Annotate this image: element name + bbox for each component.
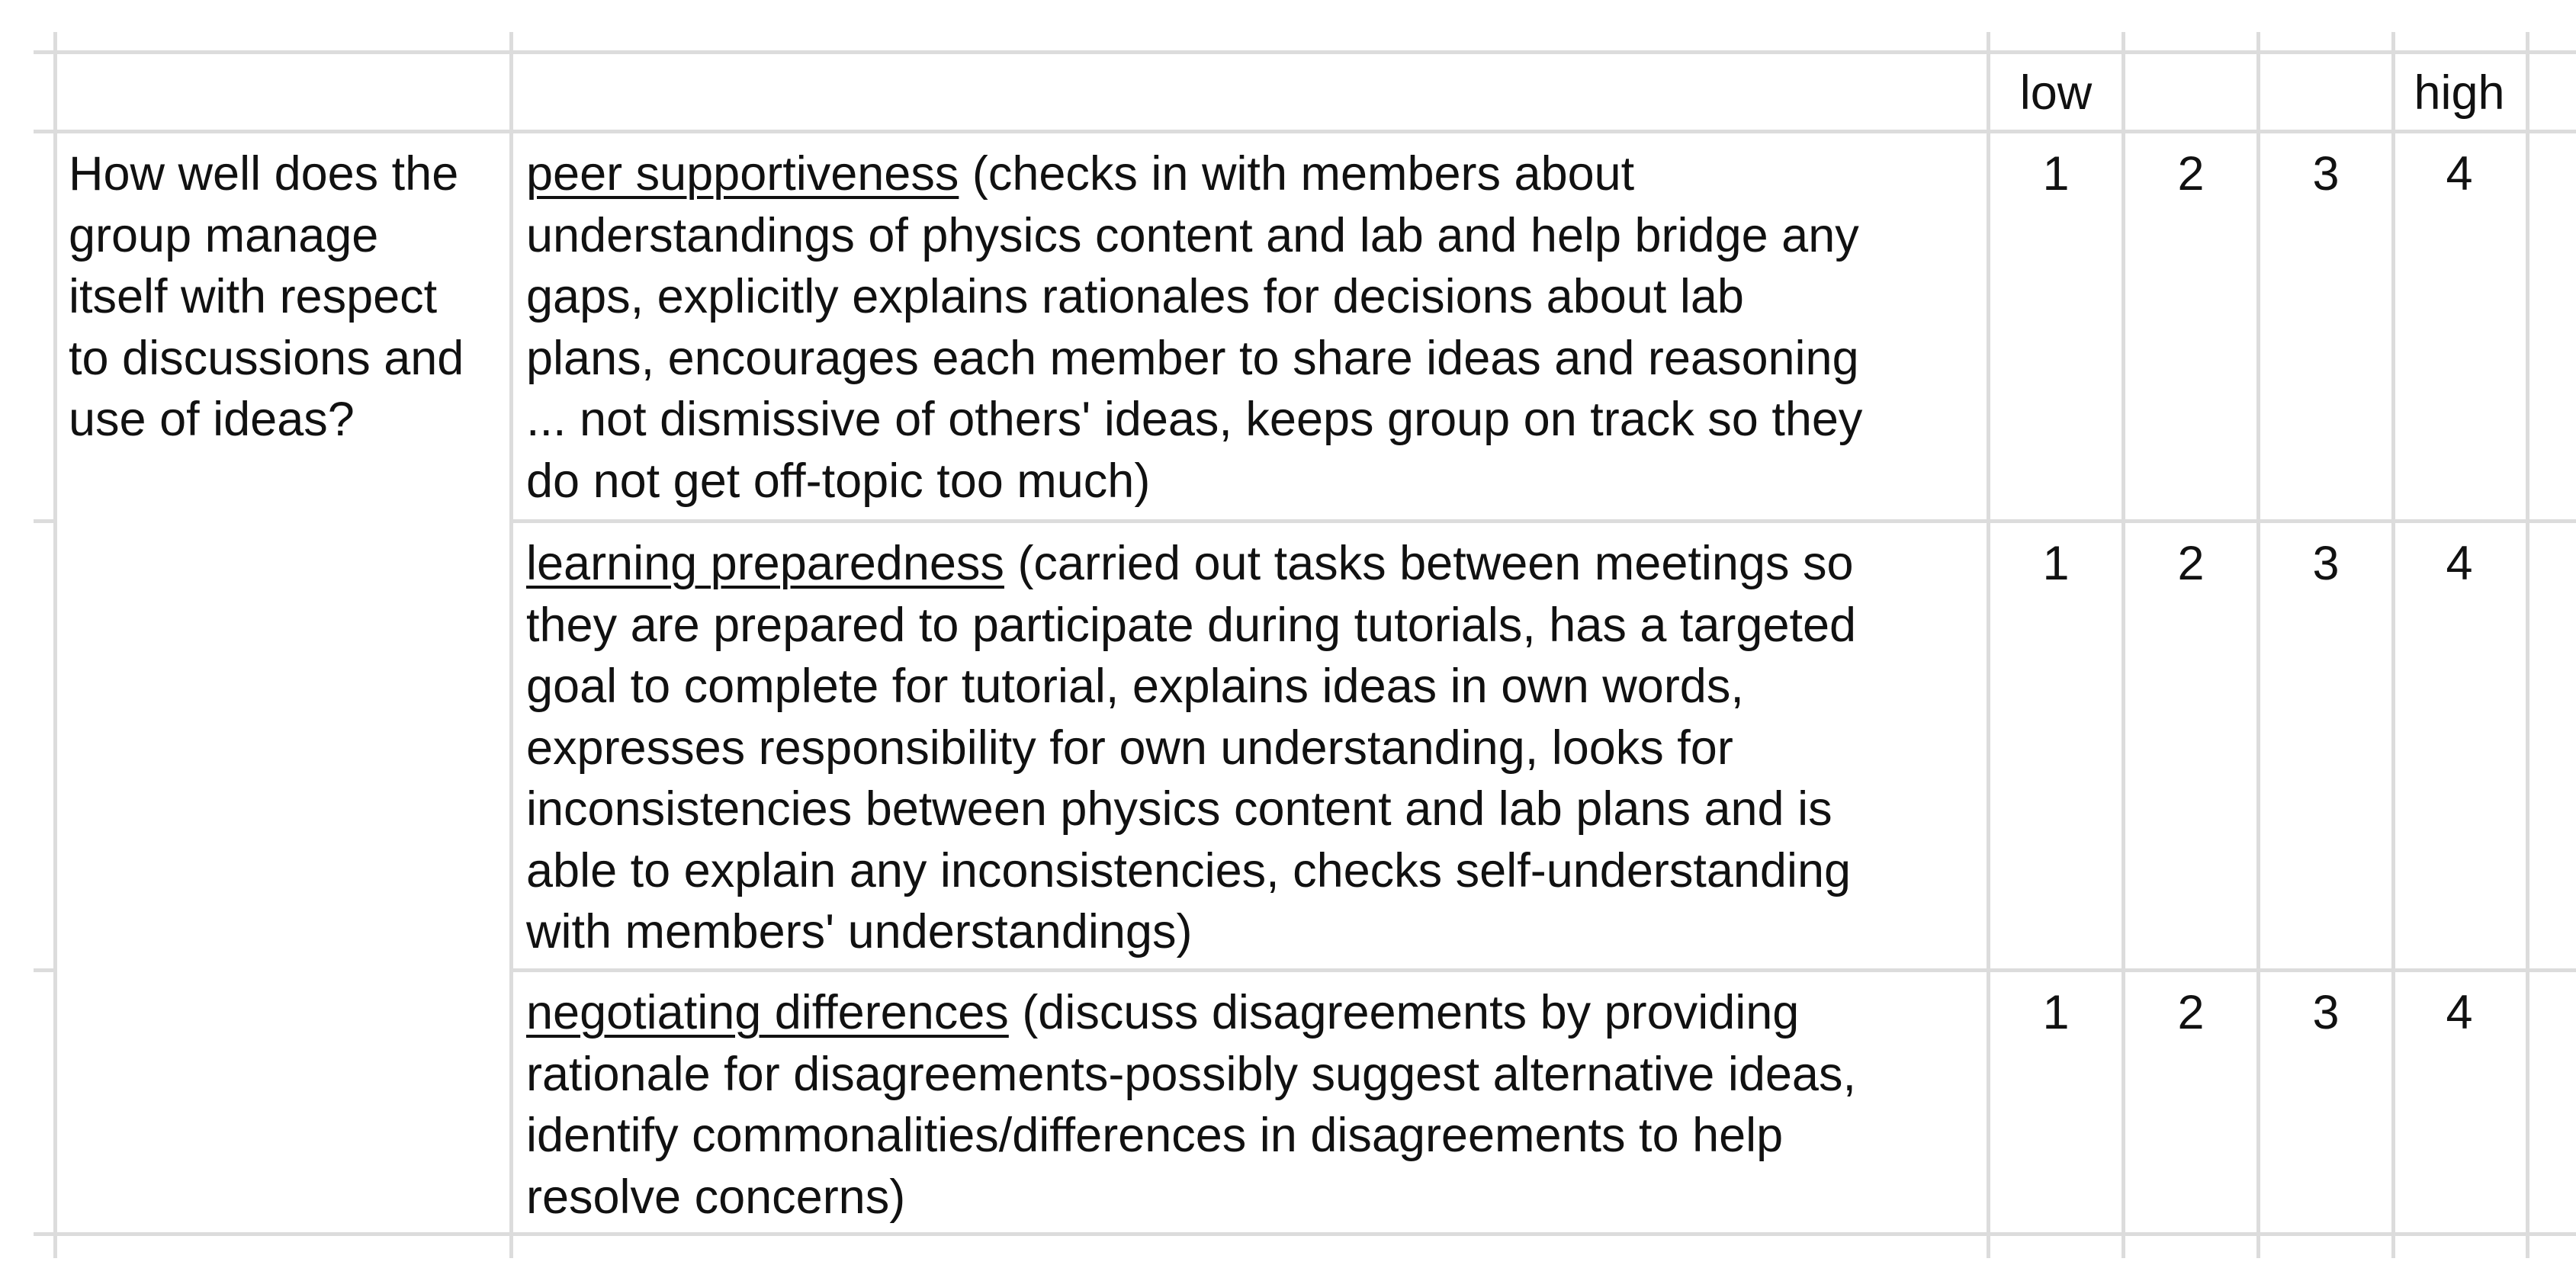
question-line: itself with respect	[69, 270, 438, 323]
criterion-first-line	[526, 533, 1856, 595]
grid-line	[34, 50, 2576, 54]
scale-low-label: low	[2019, 66, 2093, 120]
score-cell[interactable]: 2	[2177, 986, 2205, 1039]
grid-line	[509, 968, 2576, 972]
criterion-description-line: ... not dismissive of others' ideas, keeps group on track so they	[526, 393, 1863, 446]
question-cell[interactable]	[69, 143, 464, 451]
criterion-description-line: do not get off-topic too much)	[526, 454, 1151, 508]
score-cell[interactable]: 4	[2446, 147, 2473, 201]
score-cell[interactable]: 3	[2312, 147, 2340, 201]
criterion-name: learning preparedness	[526, 537, 1004, 590]
score-cell[interactable]: 2	[2177, 147, 2205, 201]
criterion-description-line: goal to complete for tutorial, explains ideas in own words,	[526, 660, 1744, 713]
score-cell[interactable]: 3	[2312, 986, 2340, 1039]
question-line: group manage	[69, 208, 379, 262]
criterion-cell-peer-supportiveness[interactable]	[526, 143, 1862, 512]
criterion-cell-learning-preparedness[interactable]	[526, 533, 1856, 963]
criterion-description: (discuss disagreements by providing	[1008, 986, 1800, 1039]
grid-line	[34, 130, 2576, 133]
grid-line	[53, 32, 57, 1258]
criterion-description-line: resolve concerns)	[526, 1170, 906, 1224]
question-line: use of ideas?	[69, 393, 355, 446]
criterion-description-line: understandings of physics content and lab and help bridge any	[526, 208, 1859, 262]
criterion-description: (carried out tasks between meetings so	[1004, 537, 1854, 590]
score-cell[interactable]: 3	[2312, 537, 2340, 590]
score-cell[interactable]: 2	[2177, 537, 2205, 590]
score-cell[interactable]: 1	[2042, 986, 2070, 1039]
criterion-name: negotiating differences	[526, 986, 1009, 1039]
score-cell[interactable]: 4	[2446, 537, 2473, 590]
grid-line	[2122, 32, 2125, 1258]
criterion-name: peer supportiveness	[526, 147, 959, 201]
criterion-first-line	[526, 982, 1856, 1044]
criterion-description: (checks in with members about	[959, 147, 1635, 201]
question-line: to discussions and	[69, 331, 464, 385]
score-cell[interactable]: 1	[2042, 147, 2070, 201]
criterion-description-line: rationale for disagreements-possibly suggest alternative ideas,	[526, 1047, 1856, 1101]
criterion-description-line: they are prepared to participate during tutorials, has a targeted	[526, 598, 1857, 652]
grid-line	[2526, 32, 2529, 1258]
grid-line	[34, 519, 53, 523]
score-cell[interactable]: 4	[2446, 986, 2473, 1039]
criterion-description-line: able to explain any inconsistencies, checks self-understanding	[526, 843, 1852, 897]
grid-line	[1987, 32, 1990, 1258]
criterion-description-line: with members' understandings)	[526, 905, 1193, 958]
score-cell[interactable]: 1	[2042, 537, 2070, 590]
scale-high-label: high	[2414, 66, 2505, 120]
criterion-description-line: expresses responsibility for own understanding, looks for	[526, 721, 1733, 775]
grid-line	[2256, 32, 2260, 1258]
criterion-cell-negotiating-differences[interactable]	[526, 982, 1856, 1228]
criterion-description-line: gaps, explicitly explains rationales for decisions about lab	[526, 270, 1744, 323]
question-line: How well does the	[69, 147, 459, 201]
criterion-description-line: identify commonalities/differences in disagreements to help	[526, 1109, 1784, 1162]
criterion-first-line	[526, 143, 1862, 205]
criterion-description-line: plans, encourages each member to share ideas and reasoning	[526, 331, 1859, 385]
grid-line	[509, 519, 2576, 523]
criterion-description-line: inconsistencies between physics content and lab plans and is	[526, 782, 1832, 836]
grid-line	[34, 1232, 2576, 1236]
grid-line	[34, 968, 53, 972]
grid-line	[509, 32, 513, 1258]
grid-line	[2391, 32, 2395, 1258]
